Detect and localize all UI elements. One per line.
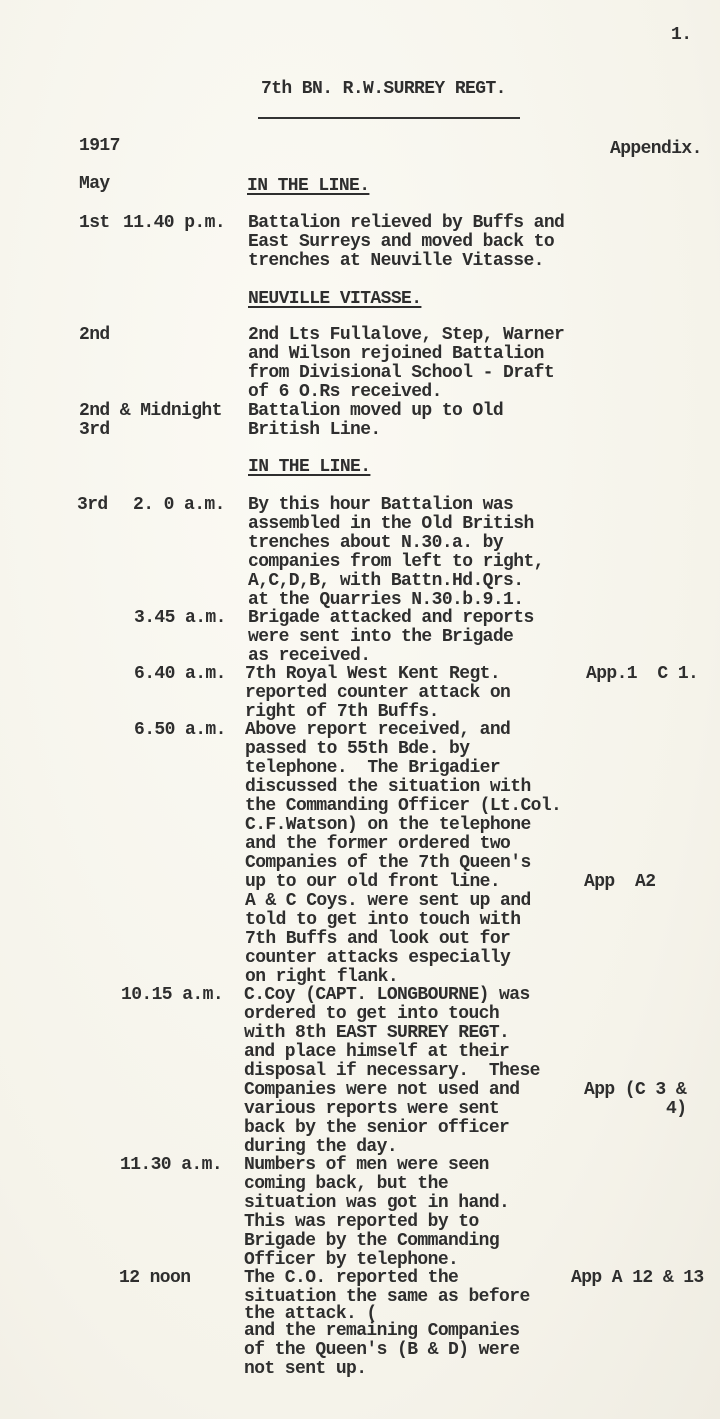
entry-line: ordered to get into touch xyxy=(244,1004,500,1024)
entry-line: not sent up. xyxy=(244,1359,367,1379)
entry-line: Numbers of men were seen xyxy=(244,1155,489,1175)
entry-line: C.Coy (CAPT. LONGBOURNE) was xyxy=(244,985,530,1005)
section-heading: NEUVILLE VITASSE. xyxy=(248,289,422,309)
entry-time: 3.45 a.m. xyxy=(134,608,226,628)
entry-line: discussed the situation with xyxy=(245,777,531,797)
entry-line: Brigade attacked and reports xyxy=(248,608,534,628)
appendix-reference-continued: 4) xyxy=(666,1099,687,1119)
document-title: 7th BN. R.W.SURREY REGT. xyxy=(261,79,506,99)
entry-line: trenches at Neuville Vitasse. xyxy=(248,251,544,271)
page-number: 1. xyxy=(671,25,692,45)
title-rule xyxy=(258,117,520,119)
entry-line: This was reported by to xyxy=(244,1212,479,1232)
entry-line: counter attacks especially xyxy=(245,948,511,968)
entry-line: told to get into touch with xyxy=(245,910,521,930)
entry-line: up to our old front line. xyxy=(245,872,501,892)
entry-line: Battalion moved up to Old xyxy=(248,401,504,421)
entry-line: telephone. The Brigadier xyxy=(245,758,501,778)
entry-line: Battalion relieved by Buffs and xyxy=(248,213,565,233)
entry-line: and Wilson rejoined Battalion xyxy=(248,344,544,364)
entry-date: 1st xyxy=(79,213,110,233)
year: 1917 xyxy=(79,136,120,156)
section-heading: IN THE LINE. xyxy=(248,457,371,477)
entry-line: passed to 55th Bde. by xyxy=(245,739,470,759)
entry-line: Above report received, and xyxy=(245,720,511,740)
entry-date: 2nd xyxy=(79,325,110,345)
entry-line: The C.O. reported the xyxy=(244,1268,459,1288)
entry-line: with 8th EAST SURREY REGT. xyxy=(244,1023,510,1043)
entry-line: 7th Buffs and look out for xyxy=(245,929,511,949)
entry-line: at the Quarries N.30.b.9.1. xyxy=(248,590,524,610)
appendix-reference: App A 12 & 13 xyxy=(571,1268,704,1288)
entry-line: A & C Coys. were sent up and xyxy=(245,891,531,911)
entry-line: companies from left to right, xyxy=(248,552,544,572)
month: May xyxy=(79,174,110,194)
entry-line: By this hour Battalion was xyxy=(248,495,514,515)
entry-line: A,C,D,B, with Battn.Hd.Qrs. xyxy=(248,571,524,591)
entry-line: East Surreys and moved back to xyxy=(248,232,555,252)
appendix-reference: App (C 3 & xyxy=(584,1080,687,1100)
entry-time: 2. 0 a.m. xyxy=(133,495,225,515)
entry-line: Brigade by the Commanding xyxy=(244,1231,500,1251)
entry-date: 2nd & Midnight xyxy=(79,401,222,421)
entry-time: 6.40 a.m. xyxy=(134,664,226,684)
entry-line: disposal if necessary. These xyxy=(244,1061,540,1081)
entry-line: Officer by telephone. xyxy=(244,1250,459,1270)
entry-line: coming back, but the xyxy=(244,1174,449,1194)
entry-time: 6.50 a.m. xyxy=(134,720,226,740)
entry-line: right of 7th Buffs. xyxy=(245,702,439,722)
entry-time: 11.40 p.m. xyxy=(123,213,226,233)
entry-line: back by the senior officer xyxy=(244,1118,510,1138)
entry-line: the Commanding Officer (Lt.Col. xyxy=(245,796,562,816)
entry-line: 7th Royal West Kent Regt. xyxy=(245,664,501,684)
entry-line: situation was got in hand. xyxy=(244,1193,510,1213)
appendix-reference: App.1 C 1. xyxy=(586,664,699,684)
entry-line: situation the same as before xyxy=(244,1287,530,1307)
entry-line: Companies of the 7th Queen's xyxy=(245,853,531,873)
entry-line: were sent into the Brigade xyxy=(248,627,514,647)
entry-line: Companies were not used and xyxy=(244,1080,520,1100)
entry-line: trenches about N.30.a. by xyxy=(248,533,504,553)
entry-line: and place himself at their xyxy=(244,1042,510,1062)
entry-line: C.F.Watson) on the telephone xyxy=(245,815,531,835)
entry-line: during the day. xyxy=(244,1137,398,1157)
entry-time: 10.15 a.m. xyxy=(121,985,224,1005)
entry-date: 3rd xyxy=(79,420,110,440)
section-heading: IN THE LINE. xyxy=(247,176,370,196)
entry-line: British Line. xyxy=(248,420,381,440)
entry-line: reported counter attack on xyxy=(245,683,511,703)
entry-line: as received. xyxy=(248,646,371,666)
entry-line: on right flank. xyxy=(245,967,399,987)
entry-line: and the former ordered two xyxy=(245,834,511,854)
appendix-header: Appendix. xyxy=(610,139,702,159)
entry-line: assembled in the Old British xyxy=(248,514,534,534)
entry-line: the attack. ( xyxy=(244,1304,377,1324)
entry-date: 3rd xyxy=(77,495,108,515)
entry-line: 2nd Lts Fullalove, Step, Warner xyxy=(248,325,565,345)
appendix-reference: App A2 xyxy=(584,872,656,892)
entry-time: 12 noon xyxy=(119,1268,191,1288)
entry-time: 11.30 a.m. xyxy=(120,1155,223,1175)
entry-line: from Divisional School - Draft xyxy=(248,363,555,383)
entry-line: of 6 O.Rs received. xyxy=(248,382,442,402)
entry-line: various reports were sent xyxy=(244,1099,500,1119)
entry-line: of the Queen's (B & D) were xyxy=(244,1340,520,1360)
entry-line: and the remaining Companies xyxy=(244,1321,520,1341)
